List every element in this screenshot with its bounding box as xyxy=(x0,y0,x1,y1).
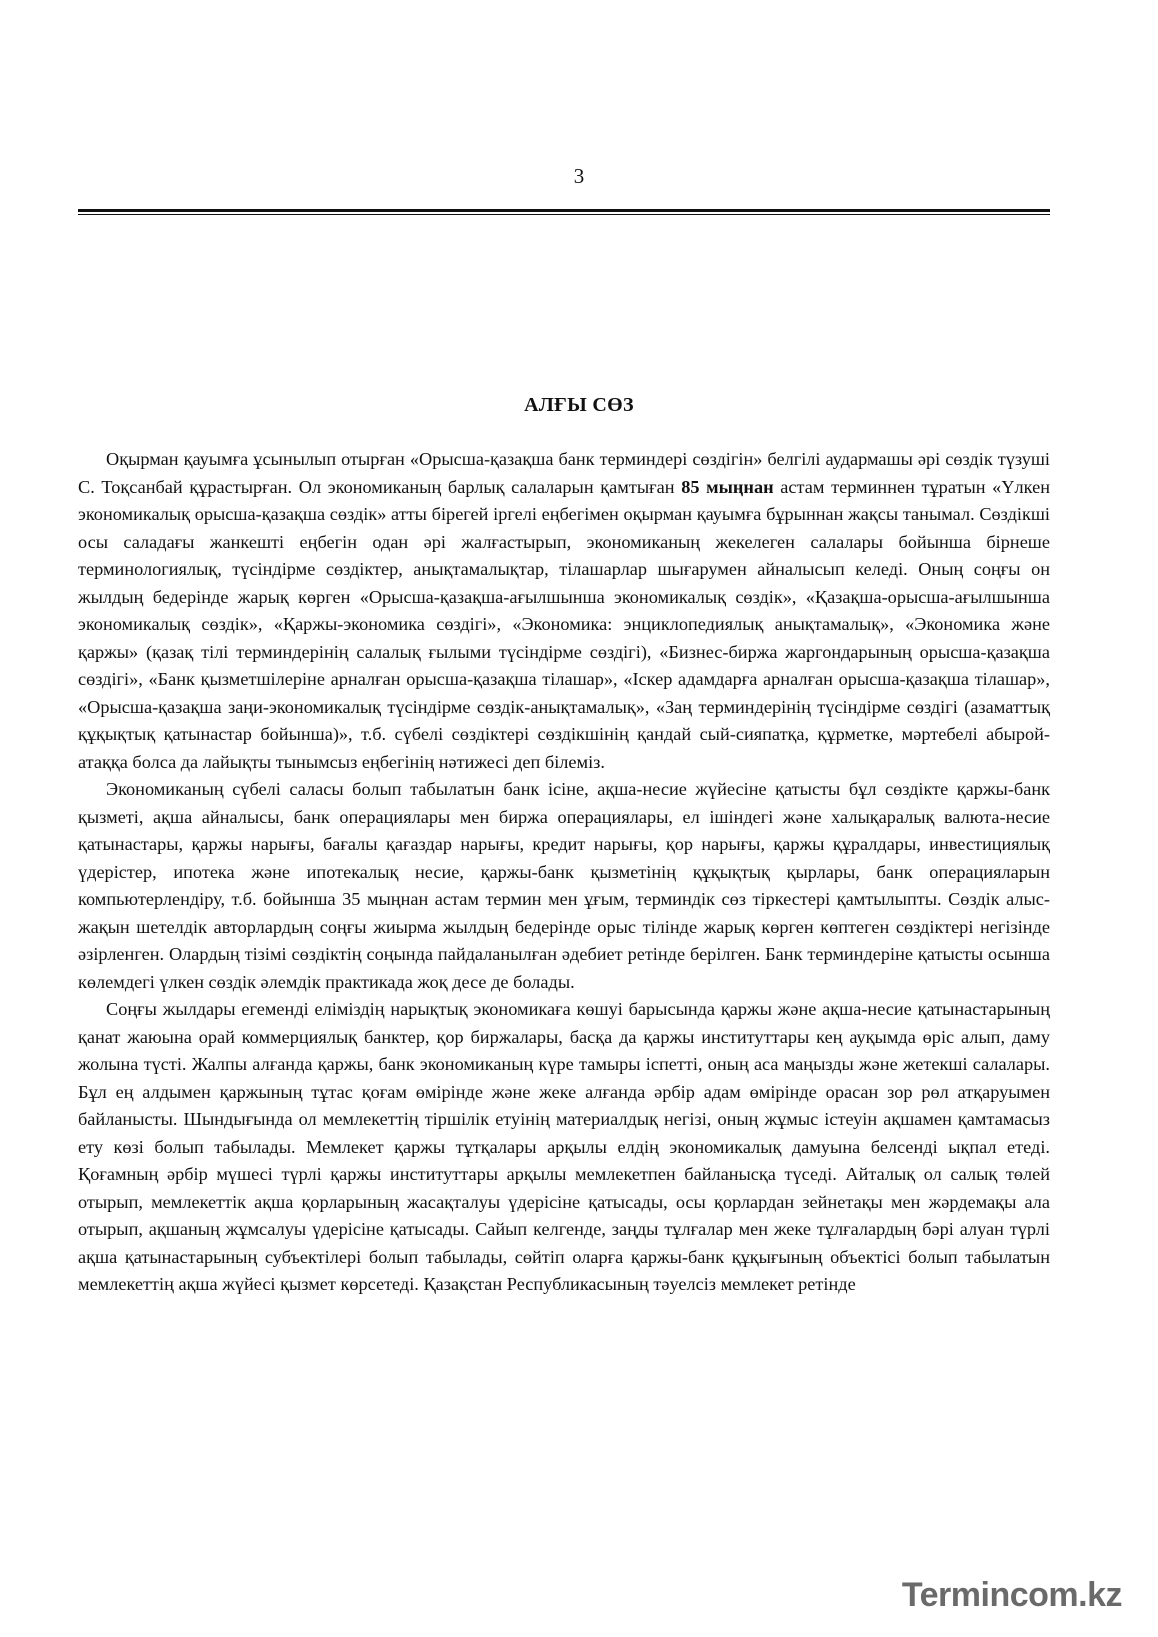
paragraph-1-bold-phrase: 85 мыңнан xyxy=(681,476,774,497)
paragraph-3: Соңғы жылдары егеменді еліміздің нарықтық экономикаға көшуі барысында қаржы және ақша-несие қатынастарының қанат жаюына орай коммерциялық банктер, қор биржалары, басқа да қаржы институттары кең ауқымда өріс алып, даму жолына түсті. Жалпы алғанда қаржы, банк экономиканың күре тамыры іспетті, оның аса маңызды және жетекші салалары. Бұл ең алдымен қаржының тұтас қоғам өмірінде және жеке алғанда әрбір адам өмірінде орасан зор рөл атқаруымен байланысты. Шындығында ол мемлекеттің тіршілік етуінің материалдық негізі, оның жұмыс істеуін ақшамен қамтамасыз ету көзі болып табылады. Мемлекет қаржы тұтқалары арқылы елдің экономикалық дамуына белсенді ықпал етеді. Қоғамның әрбір мүшесі түрлі қаржы институттары арқылы мемлекетпен байланысқа түседі. Айталық ол салық төлей отырып, мемлекеттік ақша қорларының жасақталуы үдерісіне қатысады, осы қорлардан зейнетақы мен жәрдемақы ала отырып, ақшаның жұмсалуы үдерісіне қатысады. Сайып келгенде, заңды тұлғалар мен жеке тұлғалардың бәрі алуан түрлі ақша қатынастарының субъектілері болып табылады, сөйтіп оларға қаржы-банк құқығының объектісі болып табылатын мемлекеттің ақша жүйесі қызмет көрсетеді. Қазақстан Республикасының тәуелсіз мемлекет ретінде xyxy=(78,999,1050,1294)
paragraph-1 xyxy=(78,446,1050,776)
paragraph-2: Экономиканың сүбелі саласы болып табылатын банк ісіне, ақша-несие жүйесіне қатысты бұл сөздікте қаржы-банк қызметі, ақша айналысы, банк операциялары мен биржа операциялары, ел ішіндегі және халықаралық валюта-несие қатынастары, қаржы нарығы, бағалы қағаздар нарығы, кредит нарығы, қор нарығы, қаржы құралдары, инвестициялық үдерістер, ипотека және ипотекалық несие, қаржы-банк қызметінің құқықтық қырлары, банк операцияларын компьютерлендіру, т.б. бойынша 35 мыңнан астам термин мен ұғым, терминдік сөз тіркестері қамтылыпты. Сөздік алыс-жақын шетелдік авторлардың соңғы жиырма жылдың бедерінде орыс тілінде жарық көрген көптеген сөздіктері негізінде әзірленген. Олардың тізімі сөздіктің соңында пайдаланылған әдебиет ретінде берілген. Банк терминдеріне қатысты осынша көлемдегі үлкен сөздік әлемдік практикада жоқ десе де болады. xyxy=(78,779,1050,992)
header-rule-thin xyxy=(78,214,1050,215)
watermark-logo xyxy=(902,1575,1122,1615)
watermark-text: Termincom.kz xyxy=(901,1576,1122,1614)
page-number: 3 xyxy=(573,164,585,188)
body-text xyxy=(78,446,1050,1299)
paragraph-1-text-start: Оқырман қауымға ұсынылып отырған «Орысша-қазақша банк терминдері сөздігін» белгілі аудармашы әрі сөздік түзуші С. Тоқсанбай құрастырған. Ол экономиканың барлық салаларын қамтыған xyxy=(78,449,1050,497)
paragraph-1-text-end: астам терминнен тұратын «Үлкен экономикалық орысша-қазақша сөздік» атты бірегей іргелі еңбегімен оқырман қауымға бұрыннан жақсы танымал. Сөздікші осы саладағы жанкешті еңбегін одан әрі жалғастырып, экономиканың жекелеген салалары бойынша бірнеше терминологиялық, түсіндірме сөздіктер, анықтамалықтар, тілашарлар шығарумен айналысып келеді. Оның соңғы он жылдың бедерінде жарық көрген «Орысша-қазақша-ағылшынша экономикалық сөздік», «Қазақша-орысша-ағылшынша экономикалық сөздік», «Қаржы-экономика сөздігі», «Экономика: энциклопедиялық анықтамалық», «Экономика және қаржы» (қазақ тілі терминдерінің салалық ғылыми түсіндірме сөздігі), «Бизнес-биржа жаргондарының орысша-қазақша сөздігі», «Банк қызметшілеріне арналған орысша-қазақша тілашар», «Іскер адамдарға арналған орысша-қазақша тілашар», «Орысша-қазақша заңи-экономикалық түсіндірме сөздік-анықтамалық», «Заң терминдерінің түсіндірме сөздігі (азаматтық құқықтық қатынастар бойынша)», т.б. сүбелі сөздіктері сөздікшінің қандай сый-сияпатқа, құрметке, мәртебелі абырой-атаққа болса да лайықты тынымсыз еңбегінің нәтижесі деп білеміз. xyxy=(78,476,1050,772)
page-title: АЛҒЫ СӨЗ xyxy=(524,394,634,416)
header-rule-thick xyxy=(78,209,1050,212)
